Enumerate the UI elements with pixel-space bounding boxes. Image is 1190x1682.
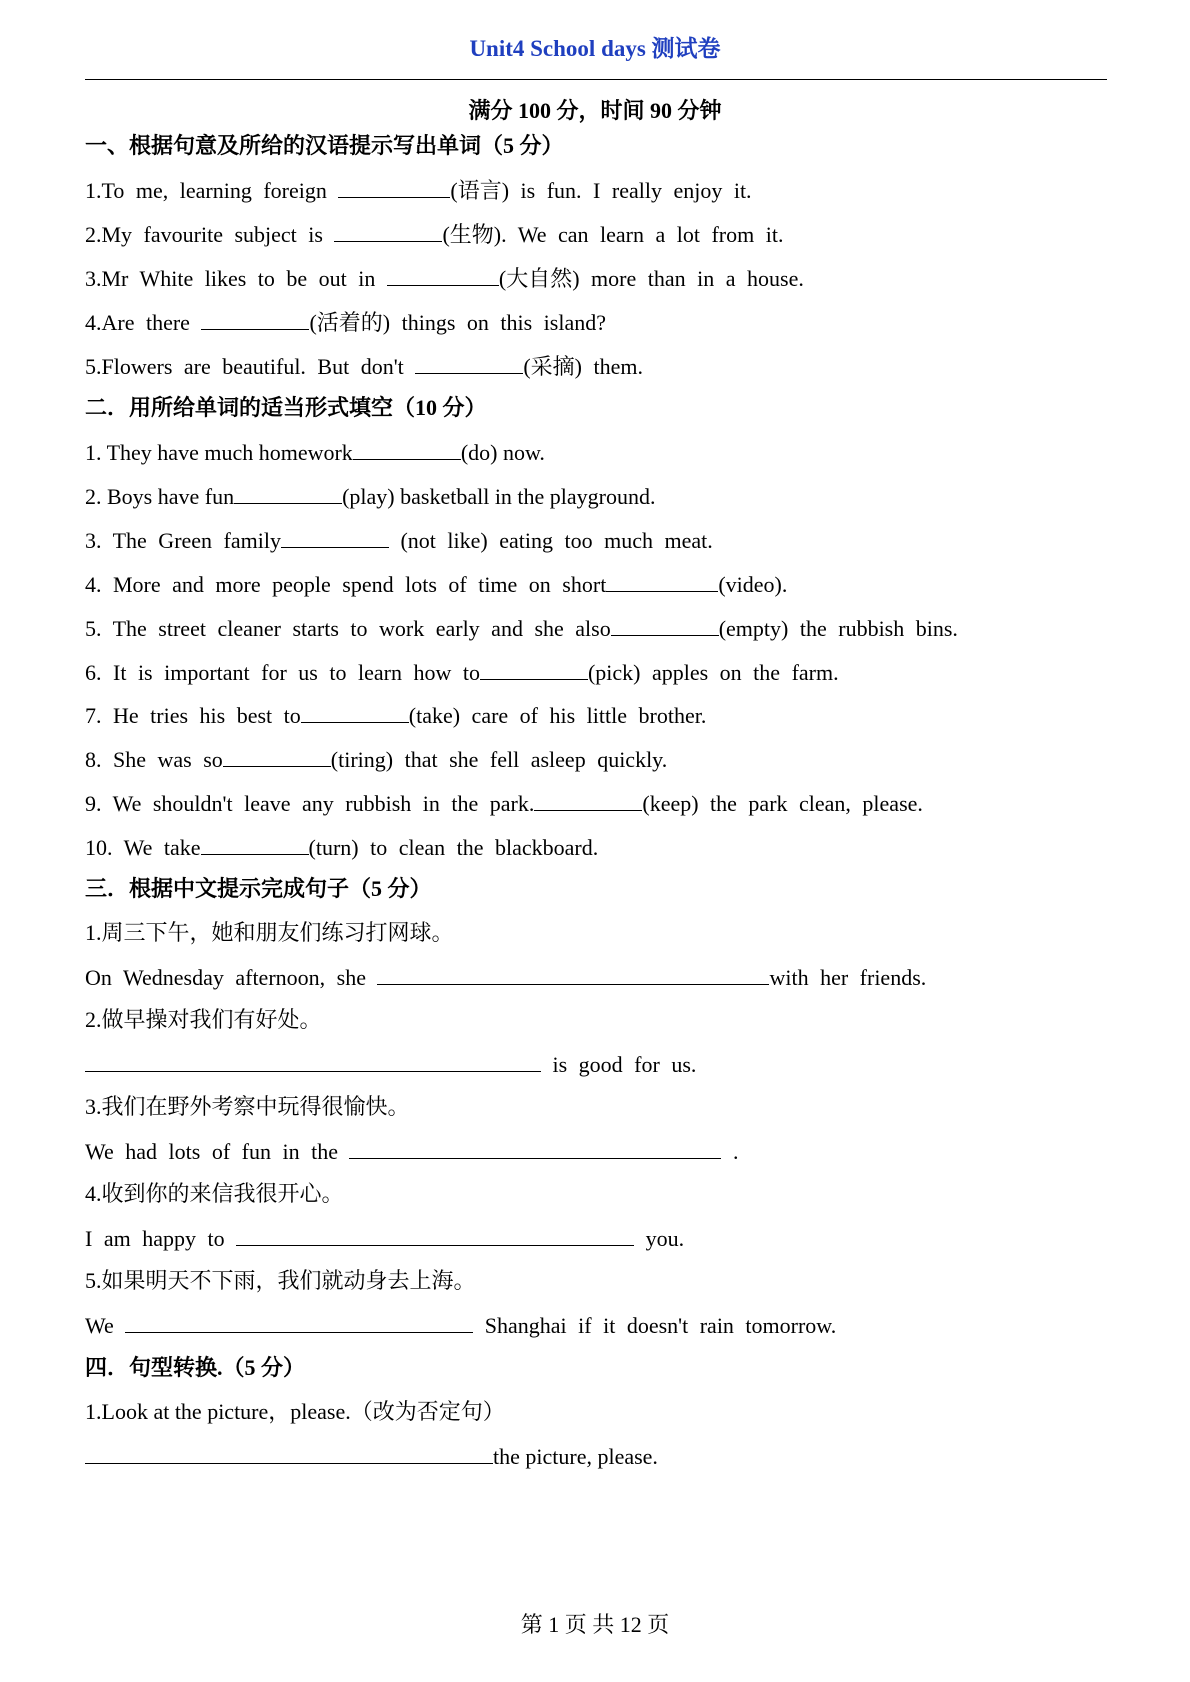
section3-question-2-chinese: 2.做早操对我们有好处。 <box>85 1007 322 1032</box>
answer-blank[interactable] <box>377 962 769 985</box>
section3-question-2-answer: is good for us. <box>85 1049 696 1080</box>
section2-heading: 二．用所给单词的适当形式填空（10 分） <box>85 395 487 420</box>
section2-question-5: 5. The street cleaner starts to work early and she also (empty) the rubbish bins. <box>85 613 958 644</box>
answer-blank[interactable] <box>353 437 461 460</box>
answer-blank[interactable] <box>349 1136 721 1159</box>
section3-heading: 三．根据中文提示完成句子（5 分） <box>85 876 432 901</box>
section2-question-10: 10. We take (turn) to clean the blackboard. <box>85 832 598 863</box>
answer-blank[interactable] <box>301 700 409 723</box>
section4-question-1-prompt: 1.Look at the picture，please.（改为否定句） <box>85 1399 505 1424</box>
section1-question-3: 3.Mr White likes to be out in (大自然) more than in a house. <box>85 263 804 294</box>
answer-blank[interactable] <box>338 175 450 198</box>
answer-blank[interactable] <box>201 307 309 330</box>
section1-question-1: 1.To me, learning foreign (语言) is fun. I really enjoy it. <box>85 175 752 206</box>
section4-question-1-answer: the picture, please. <box>85 1441 658 1472</box>
section2-question-2: 2. Boys have fun (play) basketball in the playground. <box>85 481 656 512</box>
score-time-info: 满分 100 分，时间 90 分钟 <box>468 98 722 123</box>
answer-blank[interactable] <box>606 569 718 592</box>
section1-question-2: 2.My favourite subject is (生物). We can learn a lot from it. <box>85 219 783 250</box>
section2-question-7: 7. He tries his best to (take) care of his little brother. <box>85 700 706 731</box>
section3-question-4-answer: I am happy to you. <box>85 1223 684 1254</box>
section2-question-1: 1. They have much homework (do) now. <box>85 437 545 468</box>
answer-blank[interactable] <box>234 481 342 504</box>
section3-question-5-chinese: 5.如果明天不下雨，我们就动身去上海。 <box>85 1268 476 1293</box>
section2-question-3: 3. The Green family (not like) eating too much meat. <box>85 525 713 556</box>
answer-blank[interactable] <box>611 613 719 636</box>
answer-blank[interactable] <box>480 657 588 680</box>
answer-blank[interactable] <box>281 525 389 548</box>
answer-blank[interactable] <box>236 1223 634 1246</box>
section3-question-3-chinese: 3.我们在野外考察中玩得很愉快。 <box>85 1094 410 1119</box>
section3-question-1-chinese: 1.周三下午，她和朋友们练习打网球。 <box>85 920 454 945</box>
answer-blank[interactable] <box>223 744 331 767</box>
section3-question-3-answer: We had lots of fun in the . <box>85 1136 738 1167</box>
answer-blank[interactable] <box>201 832 309 855</box>
answer-blank[interactable] <box>85 1049 541 1072</box>
section2-question-9: 9. We shouldn't leave any rubbish in the park. (keep) the park clean, please. <box>85 788 923 819</box>
answer-blank[interactable] <box>125 1310 473 1333</box>
section2-question-6: 6. It is important for us to learn how to (pick) apples on the farm. <box>85 657 839 688</box>
page-number: 第 1 页 共 12 页 <box>520 1612 670 1637</box>
header-divider <box>85 79 1107 80</box>
section1-question-4: 4.Are there (活着的) things on this island? <box>85 307 606 338</box>
section4-heading: 四．句型转换.（5 分） <box>85 1355 306 1380</box>
section1-question-5: 5.Flowers are beautiful. But don't (采摘) them. <box>85 351 643 382</box>
answer-blank[interactable] <box>334 219 442 242</box>
section2-question-4: 4. More and more people spend lots of time on short (video). <box>85 569 787 600</box>
answer-blank[interactable] <box>85 1441 493 1464</box>
section3-question-5-answer: We Shanghai if it doesn't rain tomorrow. <box>85 1310 836 1341</box>
page-title: Unit4 School days 测试卷 <box>469 36 721 61</box>
answer-blank[interactable] <box>387 263 499 286</box>
section3-question-1-answer: On Wednesday afternoon, she with her friends. <box>85 962 926 993</box>
section3-question-4-chinese: 4.收到你的来信我很开心。 <box>85 1181 344 1206</box>
answer-blank[interactable] <box>534 788 642 811</box>
section2-question-8: 8. She was so (tiring) that she fell asleep quickly. <box>85 744 667 775</box>
section1-heading: 一、根据句意及所给的汉语提示写出单词（5 分） <box>85 133 564 158</box>
answer-blank[interactable] <box>415 351 523 374</box>
